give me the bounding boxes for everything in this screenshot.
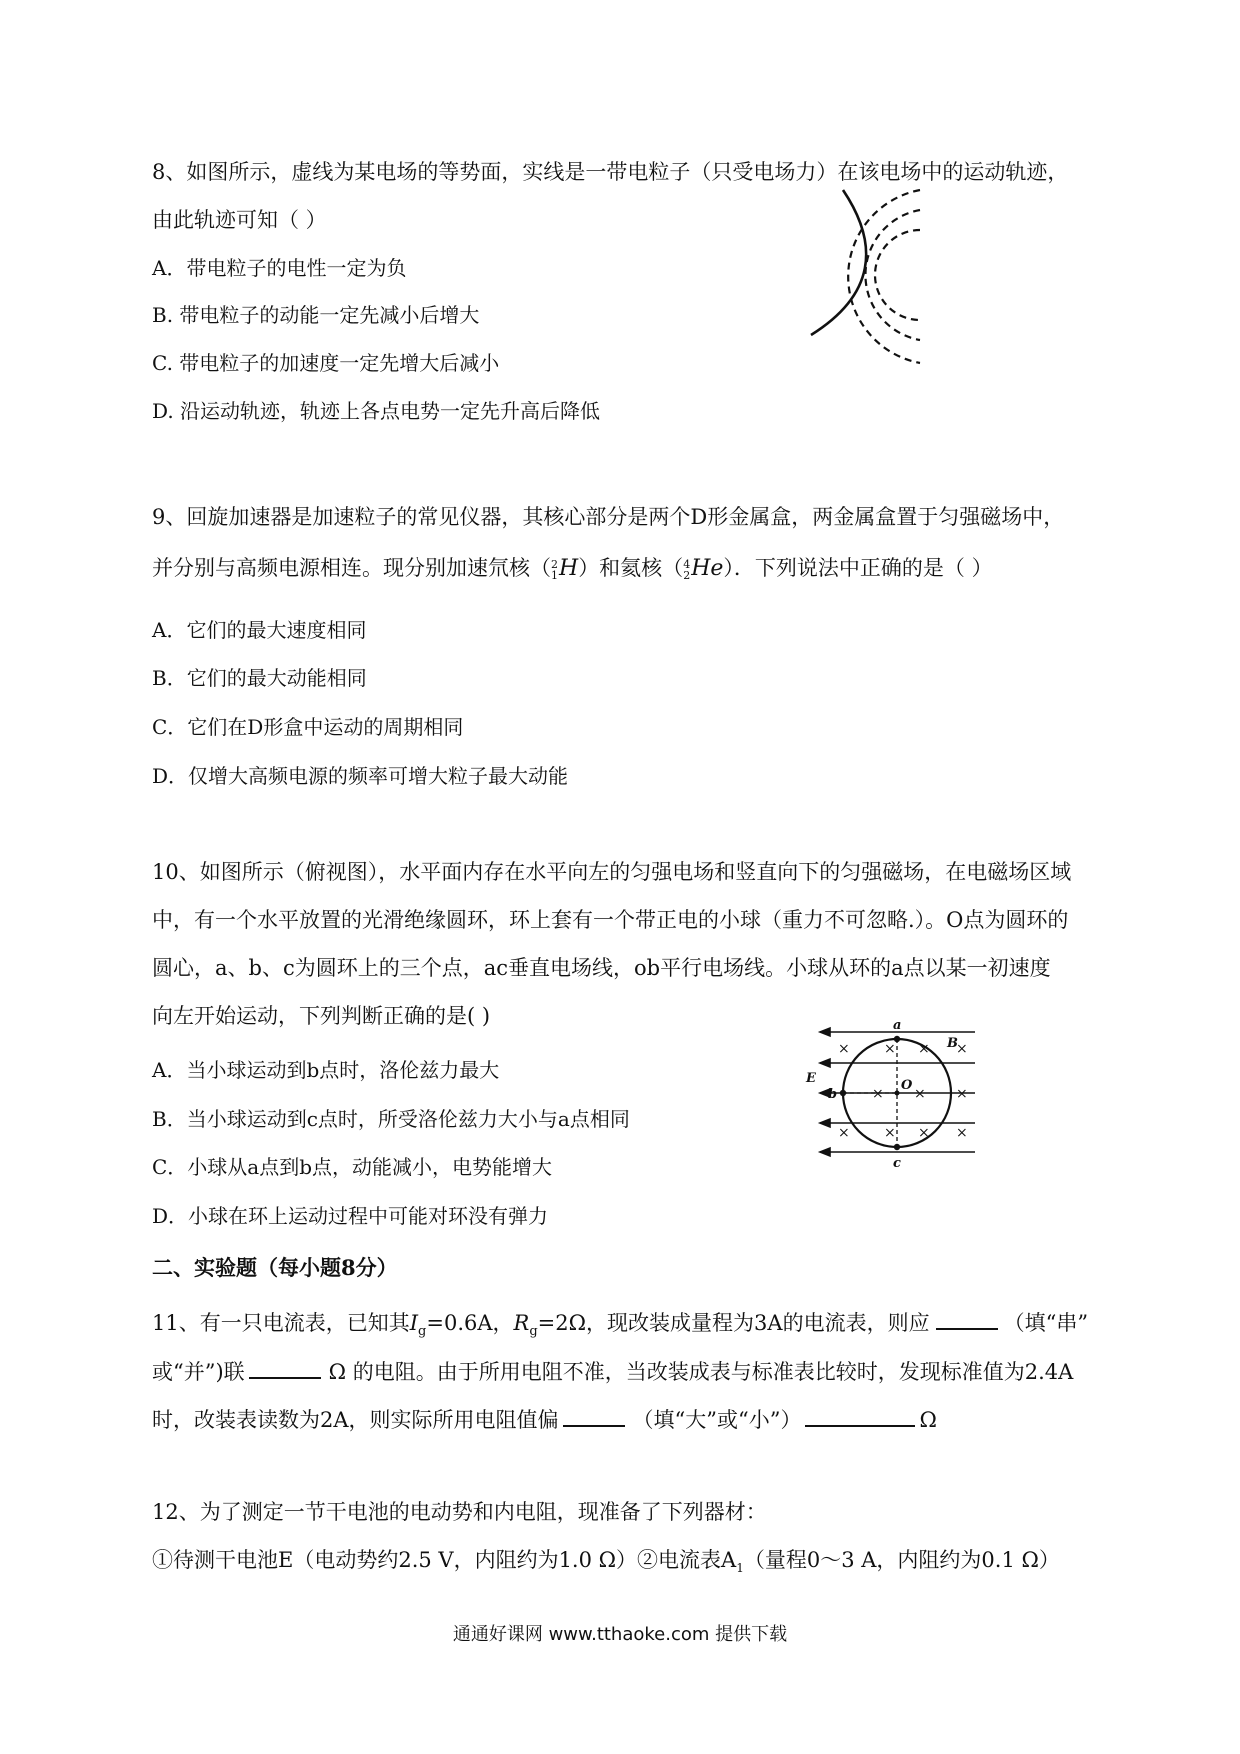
q10-stem-line1: 10、如图所示（俯视图），水平面内存在水平向左的匀强电场和竖直向下的匀强磁场，在电磁场区域 xyxy=(152,860,1072,884)
q12-text-post: （量程0～3 A，内阻约为0.1 Ω） xyxy=(743,1548,1060,1572)
label-b: b xyxy=(828,1087,838,1102)
var-i-sub: g xyxy=(418,1324,427,1340)
q9-stem-line1: 9、回旋加速器是加速粒子的常见仪器，其核心部分是两个D形金属盒，两金属盒置于匀强磁场中， xyxy=(152,505,1065,529)
ammeter-subscript: 1 xyxy=(736,1561,744,1576)
cross-mark: × xyxy=(838,1041,850,1057)
q11-text-8: （填“大”或“小”） xyxy=(632,1408,802,1432)
q11-text-6: Ω 的电阻。由于所用电阻不准，当改装成表与标准表比较时，发现标准值为2.4A xyxy=(328,1360,1074,1384)
section-heading: 二、实验题（每小题8分） xyxy=(152,1255,398,1280)
cross-mark: × xyxy=(884,1125,896,1141)
q11-text-7: 时，改装表读数为2A，则实际所用电阻值偏 xyxy=(152,1408,559,1432)
q11-text-2: =0.6A， xyxy=(426,1311,514,1335)
label-o: O xyxy=(901,1078,913,1093)
q9-stem-text-mid: ）和氦核（ xyxy=(578,556,684,580)
cross-mark: × xyxy=(956,1086,968,1102)
q12-text-pre: ①待测干电池E（电动势约2.5 V，内阻约为1.0 Ω）②电流表A xyxy=(152,1548,737,1572)
q10-figure-ring-field-diagram xyxy=(800,1020,985,1170)
q9-stem-text-pre: 并分别与高频电源相连。现分别加速氘核（ xyxy=(152,556,551,580)
equipotential-arc-inner xyxy=(875,230,920,320)
cross-mark: × xyxy=(838,1125,850,1141)
equipotential-arc-middle xyxy=(865,210,920,340)
q10-option-d: D．小球在环上运动过程中可能对环没有弹力 xyxy=(152,1204,549,1228)
q8-stem-line2: 由此轨迹可知（ ） xyxy=(152,208,327,232)
cross-mark: × xyxy=(956,1125,968,1141)
helium-atomic-number: 2 xyxy=(683,568,691,582)
label-c: c xyxy=(893,1156,901,1170)
q12-line1: 12、为了测定一节干电池的电动势和内电阻，现准备了下列器材： xyxy=(152,1500,767,1524)
q8-figure-equipotential-diagram xyxy=(805,185,935,370)
answer-blank-deviation[interactable] xyxy=(563,1403,625,1427)
arrow-head-2 xyxy=(820,1059,830,1067)
label-e: E xyxy=(806,1071,816,1086)
cross-mark: × xyxy=(956,1041,968,1057)
q10-stem-line4: 向左开始运动，下列判断正确的是( ) xyxy=(152,1004,491,1028)
q8-option-b: B. 带电粒子的动能一定先减小后增大 xyxy=(152,303,480,327)
cross-mark: × xyxy=(872,1086,884,1102)
q9-stem-line2 xyxy=(152,553,993,584)
helium-mass-number: 4 xyxy=(683,557,691,571)
page-footer: 通通好课网 www.tthaoke.com 提供下载 xyxy=(452,1624,788,1645)
var-r-sub: g xyxy=(529,1324,538,1340)
point-c xyxy=(894,1144,900,1150)
cross-mark: × xyxy=(884,1041,896,1057)
q9-option-b: B．它们的最大动能相同 xyxy=(152,666,367,690)
q11-text-9: Ω xyxy=(919,1408,937,1432)
q10-option-b: B．当小球运动到c点时，所受洛伦兹力大小与a点相同 xyxy=(152,1107,630,1131)
q9-option-d: D．仅增大高频电源的频率可增大粒子最大动能 xyxy=(152,764,569,788)
q12-line2 xyxy=(152,1545,1060,1583)
answer-blank-connection[interactable] xyxy=(936,1306,998,1330)
q11-line2 xyxy=(152,1355,1073,1387)
var-r: R xyxy=(513,1311,530,1335)
q9-stem-text-post: ）．下列说法中正确的是（ ） xyxy=(723,556,993,580)
arrow-head-4 xyxy=(820,1119,830,1127)
label-b-field: B xyxy=(947,1036,958,1051)
q8-option-d: D. 沿运动轨迹，轨迹上各点电势一定先升高后降低 xyxy=(152,399,601,423)
arrow-head-1 xyxy=(820,1028,830,1036)
point-b xyxy=(840,1090,846,1096)
helium-nuclide-numbers xyxy=(683,559,690,581)
q11-text-5: 或“并”)联 xyxy=(152,1360,245,1384)
deuteron-mass-number: 2 xyxy=(551,557,558,571)
answer-blank-resistance[interactable] xyxy=(249,1355,321,1379)
q11-text-3: =2Ω，现改装成量程为3A的电流表，则应 xyxy=(537,1311,930,1335)
q10-option-a: A．当小球运动到b点时，洛伦兹力最大 xyxy=(152,1058,500,1082)
q11-line1 xyxy=(152,1306,1088,1347)
point-o xyxy=(895,1091,900,1096)
q9-option-c: C．它们在D形盒中运动的周期相同 xyxy=(152,715,464,739)
deuteron-nuclide-numbers xyxy=(551,559,558,581)
q8-option-c: C. 带电粒子的加速度一定先增大后减小 xyxy=(152,351,500,375)
particle-trajectory xyxy=(811,190,866,335)
q9-option-a: A．它们的最大速度相同 xyxy=(152,618,367,642)
cross-mark: × xyxy=(918,1125,930,1141)
deuteron-atomic-number: 1 xyxy=(551,568,558,582)
cross-mark: × xyxy=(914,1086,926,1102)
q11-line3 xyxy=(152,1403,937,1435)
q11-text-1: 11、有一只电流表，已知其 xyxy=(152,1311,410,1335)
helium-symbol: He xyxy=(691,556,724,581)
arrow-head-5 xyxy=(820,1148,830,1156)
q8-option-a: A．带电粒子的电性一定为负 xyxy=(152,256,407,280)
answer-blank-actual-value[interactable] xyxy=(805,1403,915,1427)
q10-stem-line3: 圆心，a、b、c为圆环上的三个点，ac垂直电场线，ob平行电场线。小球从环的a点以某一初速度 xyxy=(152,956,1051,980)
var-i: I xyxy=(409,1311,419,1335)
label-a: a xyxy=(893,1020,902,1033)
q11-text-4: （填“串” xyxy=(1003,1311,1089,1335)
cross-mark: × xyxy=(918,1041,930,1057)
q8-stem-line1: 8、如图所示，虚线为某电场的等势面，实线是一带电粒子（只受电场力）在该电场中的运动轨迹， xyxy=(152,160,1069,184)
q10-stem-line2: 中，有一个水平放置的光滑绝缘圆环，环上套有一个带正电的小球（重力不可忽略.）。O点为圆环的 xyxy=(152,908,1069,932)
deuteron-symbol: H xyxy=(559,556,579,581)
q10-option-c: C．小球从a点到b点，动能减小，电势能增大 xyxy=(152,1155,553,1179)
